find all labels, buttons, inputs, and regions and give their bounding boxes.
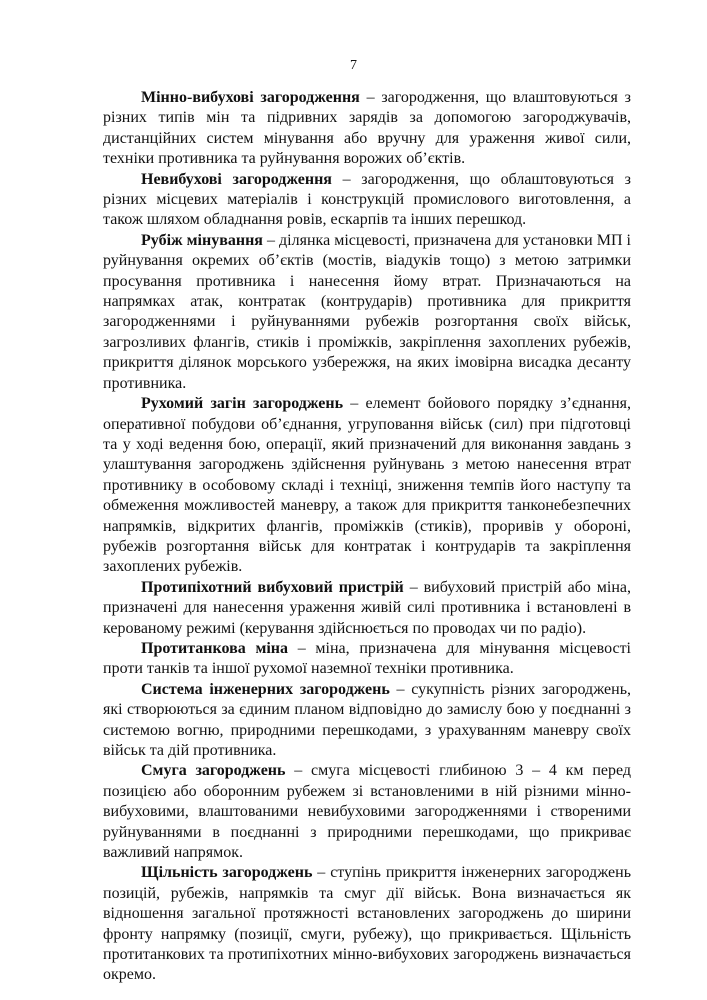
entry-term: Система інженерних загороджень: [141, 680, 390, 698]
page-number: 7: [350, 58, 357, 73]
entry-definition: – вибуховий пристрій або міна, призначені для нанесення ураження живій силі противника і встановлені в керованому режимі (керування здійснюється по проводах чи по радіо).: [103, 578, 631, 637]
entry-term: Рухомий загін загороджень: [141, 395, 344, 413]
definition-entry: [103, 863, 631, 985]
entry-term: Смуга загороджень: [141, 762, 286, 780]
definition-entry: [103, 639, 631, 680]
entry-definition: – смуга місцевості глибиною 3 – 4 км перед позицією або оборонним рубежем зі встановленими в ній різними мінно-вибуховими, влаштованими невибуховими загородженнями і створеними руйнуваннями в поєднанні з природними перешкодами, що прикриває важливий напрямок.: [103, 762, 632, 862]
entry-definition: – сукупність різних загороджень, які створюються за єдиним планом відповідно до замислу бою у поєднанні з системою вогню, природними перешкодами, з урахуванням маневру своїх військ та дій противника.: [103, 680, 632, 759]
definition-entry: [103, 578, 631, 639]
definition-entry: [103, 231, 631, 394]
entry-definition: – ступінь прикриття інженерних загороджень позицій, рубежів, напрямків та смуг дії військ. Вона визначається як відношення загальної протяжності встановлених загороджень до ширини фронту напрямку (позиції, смуги, рубежу), що прикривається. Щільність протитанкових та протипіхотних мінно-вибухових загороджень визначається окремо.: [103, 864, 631, 984]
entry-definition: – елемент бойового порядку з’єднання, оперативної побудови об’єднання, угруповання військ (сил) при підготовці та у ході ведення бою, операції, який призначений для виконання завдань з улаштування загороджень здійснення руйнувань з метою нанесення втрат противнику в особовому складі і техніці, зниження темпів його наступу та обмеження можливостей маневру, а також для прикриття танконебезпечних напрямків, відкритих флангів, проміжків (стиків), проривів у обороні, рубежів розгортання військ для контратак і контрударів та закріплення захоплених рубежів.: [103, 395, 631, 576]
entry-term: Невибухові загородження: [141, 170, 332, 188]
entry-term: Мінно-вибухові загородження: [141, 89, 360, 106]
definition-entry: [103, 761, 631, 863]
entry-term: Протипіхотний вибуховий пристрій: [141, 578, 404, 596]
entry-definition: – загородження, що влаштовуються з різних типів мін та підривних зарядів за допомогою загороджувачів, дистанційних систем мінування або вручну для ураження живої сили, техніки противника та руйнування ворожих об’єктів.: [103, 89, 631, 168]
entry-term: Щільність загороджень: [141, 864, 313, 882]
entry-definition: – загородження, що облаштовуються з різних місцевих матеріалів і конструкцій промислового виготовлення, а також шляхом обладнання ровів, ескарпів та інших перешкод.: [103, 170, 631, 229]
entry-definition: – ділянка місцевості, призначена для установки МП і руйнування окремих об’єктів (мостів, віадуків тощо) з метою затримки просування противника і нанесення йому втрат. Призначаються на напрямках атак, контратак (контрударів) противника для прикриття загородженнями і руйнуваннями рубежів розгортання своїх військ, загрозливих флангів, стиків і проміжків, закріплення захоплених рубежів, прикриття ділянок морського узбережжя, на яких імовірна висадка десанту противника.: [103, 231, 631, 392]
definition-entry: [103, 680, 631, 762]
entry-term: Рубіж мінування: [141, 231, 263, 249]
entry-term: Протитанкова міна: [141, 639, 288, 657]
definition-entry: [103, 88, 631, 170]
page-body: [103, 88, 631, 986]
definition-entry: [103, 394, 631, 578]
definition-entry: [103, 170, 631, 231]
entry-definition: – міна, призначена для мінування місцевості проти танків та іншої рухомої наземної техніки противника.: [103, 639, 631, 678]
